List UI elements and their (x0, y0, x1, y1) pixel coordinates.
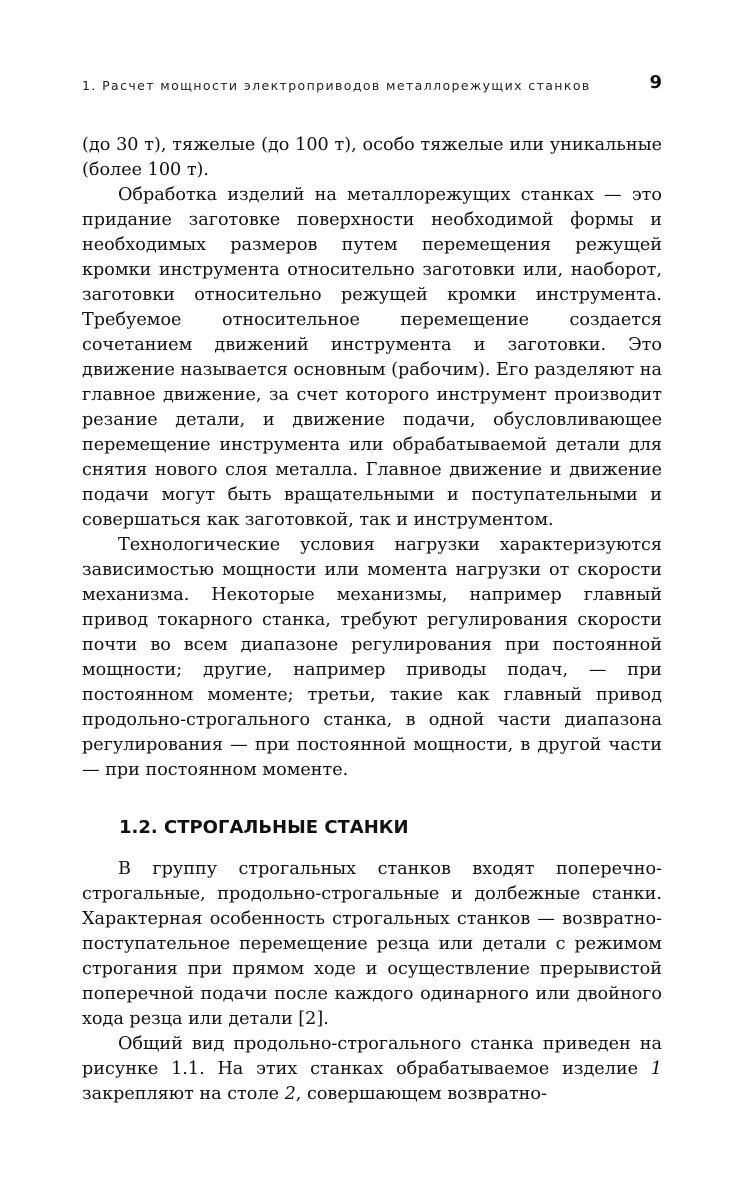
page-number: 9 (649, 72, 662, 93)
paragraph-general-view (82, 1032, 662, 1107)
running-title: 1. Расчет мощности электроприводов металлорежущих станков (82, 78, 591, 93)
paragraph-load-conditions: Технологические условия нагрузки характеризуются зависимостью мощности или момента нагрузки от скорости механизма. Некоторые механизмы, например главный привод токарного станка, требуют регулирования скорости почти во всем диапазоне регулирования при постоянной мощности; другие, например приводы подач, — при постоянном моменте; третьи, такие как главный привод продольно-строгального станка, в одной части диапазона регулирования — при постоянной мощности, в другой части — при постоянном моменте. (82, 535, 662, 780)
figure-ref-1: 1 (650, 1059, 662, 1079)
text-run: Общий вид продольно-строгального станка приведен на рисунке 1.1. На этих станках обрабатываемое изделие (82, 1034, 662, 1079)
running-header (82, 72, 662, 96)
paragraph-machining: Обработка изделий на металлорежущих станках — это придание заготовке поверхности необходимой формы и необходимых размеров путем перемещения режущей кромки инструмента относительно заготовки или, наоборот, заготовки относительно режущей кромки инструмента. Требуемое относительное перемещение создается сочетанием движений инструмента и заготовки. Это движение называется основным (рабочим). Его разделяют на главное движение, за счет которого инструмент производит резание детали, и движение подачи, обусловливающее перемещение инструмента или обрабатываемой детали для снятия нового слоя металла. Главное движение и движение подачи могут быть вращательными и поступательными и совершаться как заготовкой, так и инструментом. (82, 185, 662, 530)
text-run: закрепляют на столе (82, 1084, 285, 1104)
paragraph-continued: (до 30 т), тяжелые (до 100 т), особо тяжелые или уникальные (более 100 т). (82, 135, 662, 180)
body-text (82, 133, 662, 783)
figure-ref-2: 2 (284, 1084, 296, 1104)
section-heading: 1.2. СТРОГАЛЬНЫЕ СТАНКИ (119, 817, 409, 838)
paragraph-planing-group: В группу строгальных станков входят поперечно-строгальные, продольно-строгальные и долбежные станки. Характерная особенность строгальных станков — возвратно-поступательное перемещение резца или детали с режимом строгания при прямом ходе и осуществление прерывистой поперечной подачи после каждого одинарного или двойного хода резца или детали [2]. (82, 859, 662, 1029)
section-body-text (82, 857, 662, 1107)
text-run: , совершающем возвратно- (295, 1084, 547, 1104)
